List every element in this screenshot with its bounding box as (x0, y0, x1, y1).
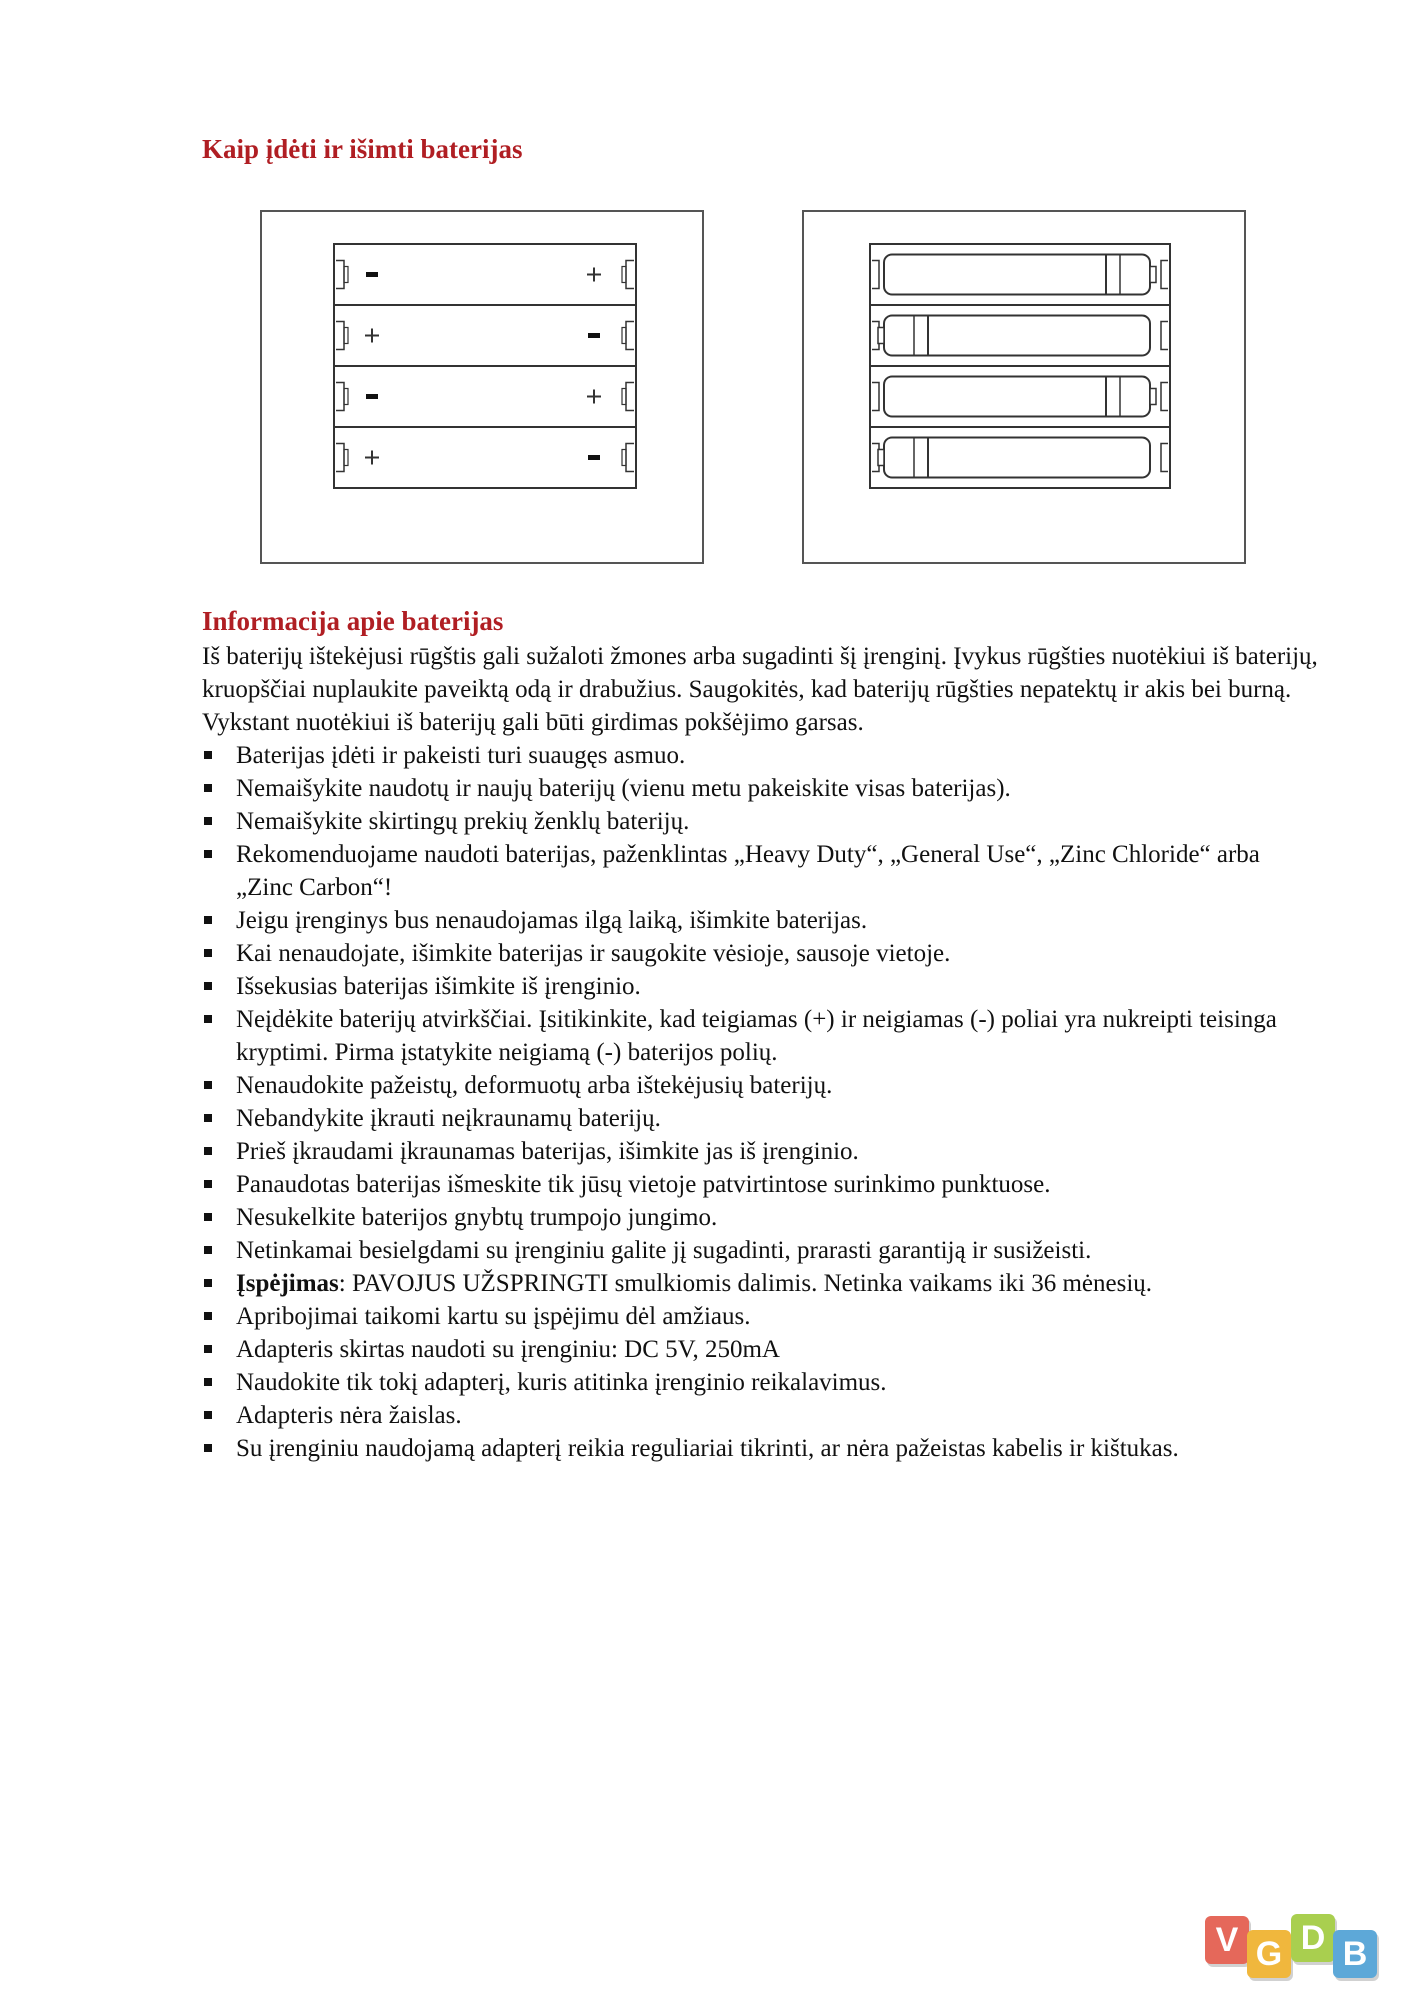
battery-terminal-icon (878, 450, 884, 466)
bullet-icon (204, 982, 212, 990)
battery-icon (884, 377, 1150, 417)
logo-letter-d: D (1291, 1914, 1335, 1962)
bullet-icon (204, 1081, 212, 1089)
bullet-icon (204, 1378, 212, 1386)
bullet-icon (204, 1213, 212, 1221)
list-item (202, 904, 1322, 937)
list-item-text: Jeigu įrenginys bus nenaudojamas ilgą laiką, išimkite baterijas. (236, 907, 868, 934)
battery-info-section-title: Informacija apie baterijas (202, 606, 504, 636)
battery-terminal-icon (1150, 389, 1156, 405)
battery-icon (884, 316, 1150, 356)
minus-sign-icon (366, 272, 378, 277)
list-item (202, 739, 1322, 772)
empty-battery-compartment-diagram (260, 210, 704, 564)
list-item-text: Netinkamai besielgdami su įrenginiu galite jį sugadinti, prarasti garantiją ir susižeisti. (236, 1237, 1092, 1264)
logo-letter-g: G (1247, 1930, 1291, 1978)
list-item (202, 1003, 1322, 1069)
battery-icon (884, 255, 1150, 295)
list-item-text: Prieš įkraudami įkraunamas baterijas, išimkite jas iš įrenginio. (236, 1138, 859, 1165)
list-item-text: Adapteris skirtas naudoti su įrenginiu: DC 5V, 250mA (236, 1336, 780, 1363)
contact-spring-icon (336, 444, 344, 472)
warning-label: Įspėjimas (236, 1270, 339, 1297)
bullet-icon (204, 1345, 212, 1353)
list-item-text: Nesukelkite baterijos gnybtų trumpojo jungimo. (236, 1204, 718, 1231)
contact-spring-icon (1161, 322, 1168, 350)
contact-spring-icon (626, 444, 634, 472)
list-item-text: Adapteris nėra žaislas. (236, 1402, 462, 1429)
bullet-icon (204, 1444, 212, 1452)
contact-spring-icon (336, 261, 344, 289)
battery-rules-list (202, 739, 1322, 1465)
bullet-icon (204, 784, 212, 792)
minus-sign-icon (588, 455, 600, 460)
install-section-title: Kaip įdėti ir išimti baterijas (202, 134, 523, 164)
contact-spring-icon (1161, 261, 1168, 289)
list-item (202, 937, 1322, 970)
contact-spring-icon (336, 383, 344, 411)
list-item-text: Panaudotas baterijas išmeskite tik jūsų vietoje patvirtintose surinkimo punktuose. (236, 1171, 1051, 1198)
bullet-icon (204, 751, 212, 759)
list-item (202, 1069, 1322, 1102)
list-item-text: Nemaišykite naudotų ir naujų baterijų (vienu metu pakeiskite visas baterijas). (236, 775, 1011, 802)
contact-spring-icon (872, 261, 879, 289)
list-item-text: Nenaudokite pažeistų, deformuotų arba ištekėjusių baterijų. (236, 1072, 833, 1099)
bullet-icon (204, 850, 212, 858)
bullet-icon (204, 1015, 212, 1023)
contact-tab-icon (622, 389, 626, 405)
bullet-icon (204, 1312, 212, 1320)
bullet-icon (204, 949, 212, 957)
contact-spring-icon (626, 322, 634, 350)
bullet-icon (204, 1411, 212, 1419)
list-item (202, 1399, 1322, 1432)
contact-spring-icon (626, 261, 634, 289)
list-item (202, 1234, 1322, 1267)
list-item (202, 805, 1322, 838)
contact-spring-icon (872, 383, 879, 411)
battery-icon (884, 438, 1150, 478)
contact-spring-icon (1161, 444, 1168, 472)
list-item-text: Rekomenduojame naudoti baterijas, paženklintas „Heavy Duty“, „General Use“, „Zinc Chloride“ arba „Zinc Carbon“! (236, 841, 1260, 901)
list-item-text: Baterijas įdėti ir pakeisti turi suaugęs asmuo. (236, 742, 686, 769)
bullet-icon (204, 1279, 212, 1287)
list-item (202, 970, 1322, 1003)
list-item (202, 1366, 1322, 1399)
logo-letter-b: B (1333, 1930, 1377, 1978)
vgdb-logo (1205, 1908, 1381, 1984)
list-item (202, 1333, 1322, 1366)
list-item-text: Naudokite tik tokį adapterį, kuris atitinka įrenginio reikalavimus. (236, 1369, 887, 1396)
battery-info-body (202, 640, 1322, 1465)
bullet-icon (204, 916, 212, 924)
list-item (202, 1432, 1322, 1465)
list-item-text: Nebandykite įkrauti neįkraunamų baterijų. (236, 1105, 661, 1132)
list-item (202, 1135, 1322, 1168)
contact-tab-icon (622, 328, 626, 344)
bullet-icon (204, 1180, 212, 1188)
list-item-text: Išsekusias baterijas išimkite iš įrenginio. (236, 973, 641, 1000)
list-item-text: Kai nenaudojate, išimkite baterijas ir saugokite vėsioje, sausoje vietoje. (236, 940, 951, 967)
bullet-icon (204, 1147, 212, 1155)
battery-info-intro: Iš baterijų ištekėjusi rūgštis gali sužaloti žmones arba sugadinti šį įrenginį. Įvykus rūgšties nuotėkiui iš baterijų, kruopščiai nuplaukite paveiktą odą ir drabužius. Saugokitės, kad baterijų rūgšties nepatektų ir akis bei burną. Vykstant nuotėkiui iš baterijų gali būti girdimas pokšėjimo garsas. (202, 643, 1318, 736)
bullet-icon (204, 1114, 212, 1122)
list-item-text: Nemaišykite skirtingų prekių ženklų baterijų. (236, 808, 690, 835)
logo-letter-v: V (1205, 1916, 1249, 1964)
contact-tab-icon (622, 267, 626, 283)
battery-terminal-icon (878, 328, 884, 344)
minus-sign-icon (366, 394, 378, 399)
list-item-text: Neįdėkite baterijų atvirkščiai. Įsitikinkite, kad teigiamas (+) ir neigiamas (-) poliai yra nukreipti teisinga kryptimi. Pirma įstatykite neigiamą (-) baterijos polių. (236, 1006, 1277, 1066)
contact-spring-icon (1161, 383, 1168, 411)
bullet-icon (204, 1246, 212, 1254)
contact-tab-icon (622, 450, 626, 466)
list-item (202, 1300, 1322, 1333)
list-item (202, 838, 1322, 904)
warning-text: : PAVOJUS UŽSPRINGTI smulkiomis dalimis. Netinka vaikams iki 36 mėnesių. (338, 1270, 1153, 1297)
warning-list-item (202, 1267, 1322, 1300)
loaded-battery-compartment-diagram (802, 210, 1246, 564)
contact-spring-icon (626, 383, 634, 411)
battery-terminal-icon (1150, 267, 1156, 283)
contact-spring-icon (336, 322, 344, 350)
list-item-text: Su įrenginiu naudojamą adapterį reikia reguliariai tikrinti, ar nėra pažeistas kabelis ir kištukas. (236, 1435, 1179, 1462)
list-item-text: Apribojimai taikomi kartu su įspėjimu dėl amžiaus. (236, 1303, 751, 1330)
list-item (202, 1102, 1322, 1135)
list-item (202, 1168, 1322, 1201)
list-item (202, 1201, 1322, 1234)
minus-sign-icon (588, 333, 600, 338)
list-item (202, 772, 1322, 805)
bullet-icon (204, 817, 212, 825)
